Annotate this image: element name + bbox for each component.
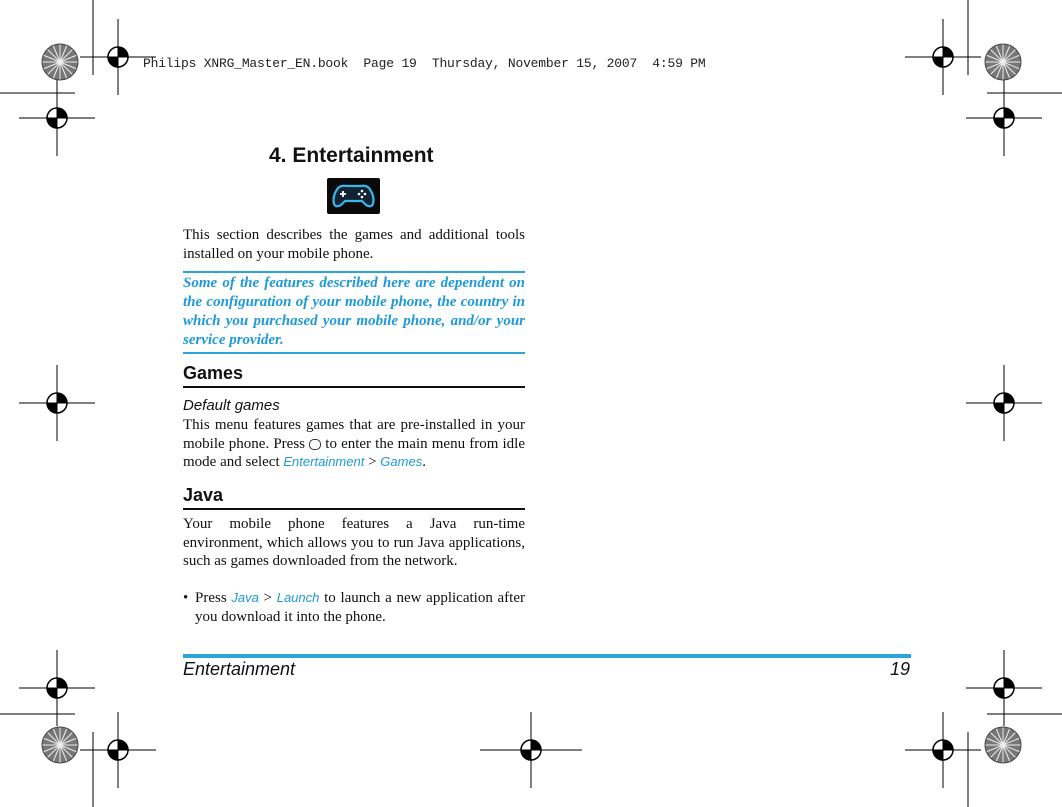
menu-games: Games [380, 454, 423, 469]
menu-separator: > [368, 454, 377, 470]
games-heading: Games [183, 363, 525, 388]
java-bullet-text [195, 589, 525, 626]
sentence-end: . [422, 454, 426, 470]
menu-java: Java [231, 590, 259, 605]
menu-launch: Launch [276, 590, 320, 605]
intro-paragraph: This section describes the games and additional tools installed on your mobile phone. [183, 227, 525, 262]
java-bullet [183, 589, 525, 626]
print-header-line: Philips XNRG_Master_EN.book Page 19 Thursday, November 15, 2007 4:59 PM [143, 56, 706, 71]
page-number: 19 [890, 659, 911, 679]
footer-section-name: Entertainment [183, 659, 296, 679]
default-games-subheading: Default games [183, 397, 280, 414]
games-text-part2: to enter the main menu from idle mode and select [183, 435, 525, 470]
menu-separator: > [263, 590, 273, 606]
games-paragraph [183, 416, 525, 472]
note-callout: Some of the features described here are dependent on the configuration of your mobile phone, the country in which you purchased your mobile phone, and/or your service provider. [183, 271, 525, 354]
footer-rule [183, 654, 911, 658]
ok-key-icon [309, 439, 321, 450]
games-text-part1: This menu features games that are pre-installed in your mobile phone. Press [183, 417, 525, 452]
bullet-prefix: Press [195, 590, 227, 606]
bullet-icon: • [183, 590, 189, 606]
gamepad-icon [327, 178, 380, 214]
java-heading: Java [183, 485, 525, 510]
chapter-title: 4. Entertainment [269, 144, 434, 167]
java-paragraph: Your mobile phone features a Java run-time environment, which allows you to run Java applications, such as games downloaded from the network. [183, 516, 525, 569]
menu-entertainment: Entertainment [283, 454, 365, 469]
bullet-suffix: to launch a new application after you download it into the phone. [195, 590, 525, 625]
